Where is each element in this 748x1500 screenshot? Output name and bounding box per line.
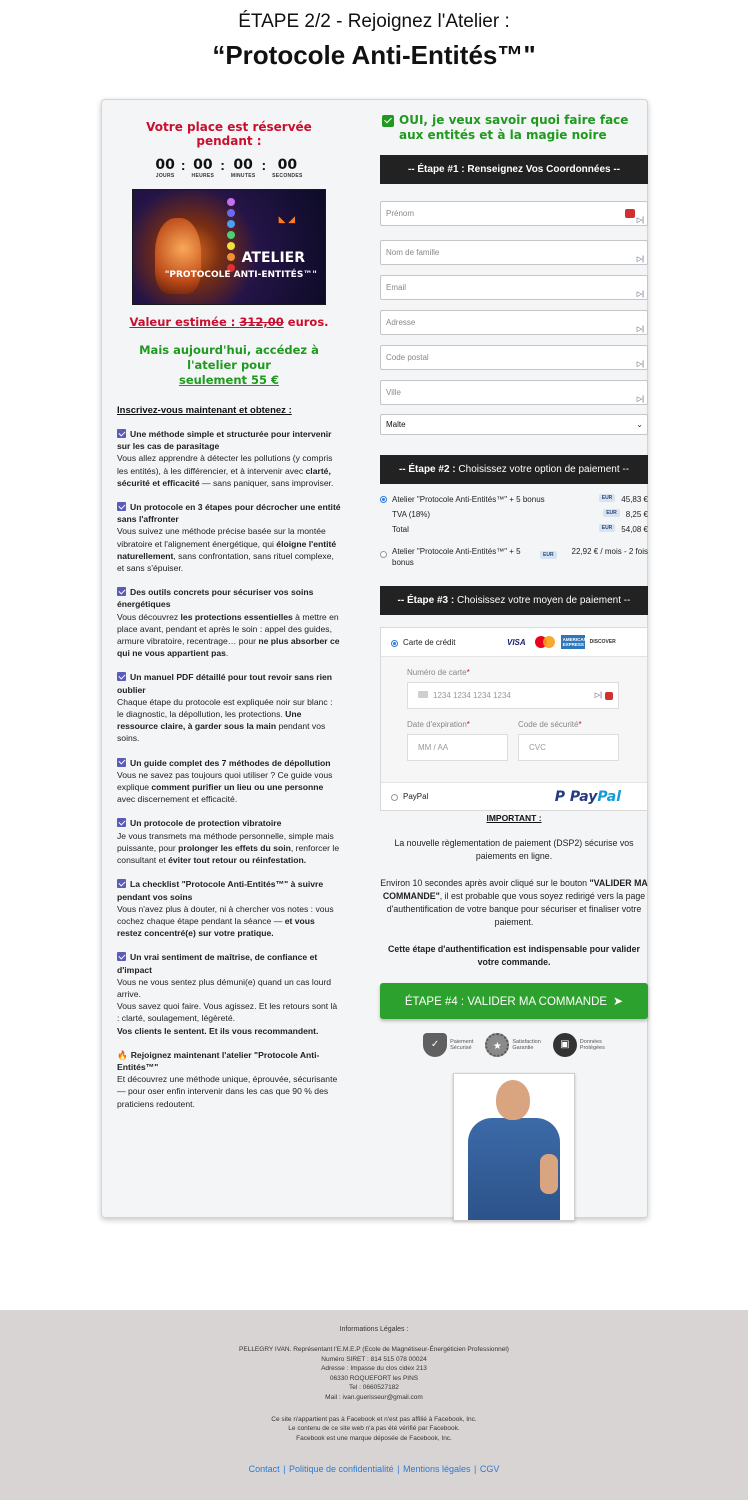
legal-title: Informations Légales : xyxy=(339,1326,409,1333)
autofill-icon[interactable] xyxy=(605,692,613,700)
reserve-text: Votre place est réservée pendant : xyxy=(146,120,312,148)
autofill-icon[interactable]: ▷| xyxy=(594,692,602,699)
step3-bar: -- Étape #3 : Choisissez votre moyen de paiement -- xyxy=(380,586,648,615)
payment-option-1[interactable]: Atelier "Protocole Anti-Entités™" + 5 bonus EUR 45,83 € TVA (18%) EUR 8,25 € Total EUR 54,08 € xyxy=(380,494,648,535)
first-name-field[interactable]: Prénom ▷| xyxy=(380,201,648,226)
timer-separator: : xyxy=(261,157,267,173)
benefit-item: Un manuel PDF détaillé pour tout revoir sans rien oublier Chaque étape du protocole est expliquée noir sur blanc : le diagnostic, la dépollution, les protections. Une ressource claire, à garder sous la main pendant vos soins. xyxy=(117,672,333,744)
chakra-dot xyxy=(227,198,235,206)
postal-code-field[interactable]: Code postal ▷| xyxy=(380,345,648,370)
lock-icon: ▣ xyxy=(553,1033,577,1057)
autofill-icon[interactable]: ▷| xyxy=(636,217,644,224)
checkbox-icon xyxy=(117,672,126,681)
autofill-icon[interactable]: ▷| xyxy=(636,396,644,403)
trust-badges xyxy=(380,1033,648,1057)
card-number-input[interactable]: 1234 1234 1234 1234 ▷| xyxy=(407,682,619,709)
step1-bar: -- Étape #1 : Renseignez Vos Coordonnées -- xyxy=(380,155,648,184)
currency-badge: EUR xyxy=(599,524,616,532)
timer-seconds: 00 SECONDES xyxy=(272,157,303,179)
step2-bar: -- Étape #2 : Choisissez votre option de paiement -- xyxy=(380,455,648,484)
workshop-image xyxy=(132,189,326,305)
autofill-icon[interactable]: ▷| xyxy=(636,291,644,298)
footer-links: Contact | Politique de confidentialité | Mentions légales | CGV xyxy=(248,1464,500,1475)
autofill-icon[interactable] xyxy=(625,209,635,218)
autofill-icon[interactable]: ▷| xyxy=(636,326,644,333)
autofill-icon[interactable]: ▷| xyxy=(636,256,644,263)
order-card xyxy=(101,99,648,1218)
chakra-dot xyxy=(227,220,235,228)
checkbox-checked-icon[interactable] xyxy=(382,115,394,127)
checkout-column xyxy=(380,113,648,1221)
checkbox-icon xyxy=(117,818,126,827)
mastercard-logo xyxy=(535,636,555,648)
auth-info: Cette étape d'authentification est indispensable pour valider votre commande. xyxy=(388,944,640,967)
chevron-down-icon: ⌄ xyxy=(636,420,643,429)
visa-logo: VISA xyxy=(507,637,526,647)
today-price: Mais aujourd'hui, accédez à l'atelier pour seulement 55 € xyxy=(139,343,319,387)
cgv-link[interactable]: CGV xyxy=(479,1464,500,1475)
timer-separator: : xyxy=(220,157,225,173)
paypal-logo: P PayPal xyxy=(554,788,621,805)
inscribe-heading: Inscrivez-vous maintenant et obtenez : xyxy=(117,405,292,416)
step-heading: ÉTAPE 2/2 - Rejoignez l'Atelier : xyxy=(238,11,510,32)
credit-card-option[interactable]: Carte de crédit VISA AMERICAN EXPRESS DISCOVER xyxy=(381,628,647,656)
currency-badge: EUR xyxy=(603,509,620,517)
benefit-item: 🔥 Rejoignez maintenant l'atelier "Protocole Anti-Entités™" Et découvrez une méthode unique, éprouvée, sécurisante — pour oser enfin intervenir dans les cas que 90 % des praticiens redoutent. xyxy=(117,1049,338,1109)
chakra-dot xyxy=(227,209,235,217)
timer-separator: : xyxy=(180,157,186,173)
card-form xyxy=(381,656,647,782)
checkbox-icon xyxy=(117,502,126,511)
radio-selected[interactable] xyxy=(380,496,387,503)
cvc-label: Code de sécurité* xyxy=(518,720,582,729)
image-caption: ATELIER xyxy=(241,250,305,266)
countdown-timer xyxy=(117,157,341,179)
chakra-dot xyxy=(227,242,235,250)
benefit-item: Des outils concrets pour sécuriser vos soins énergétiques Vous découvrez les protections essentielles à mettre en place avant, pendant et après le soin : appel des guides, armure vibratoire, recentrage… pour ne plus absorber ce qui ne vous appartient pas. xyxy=(117,587,340,659)
cursor-icon: ➤ xyxy=(613,994,624,1008)
fire-icon: 🔥 xyxy=(117,1049,128,1060)
country-select[interactable]: Malte ⌄ xyxy=(380,414,648,435)
autofill-icon[interactable]: ▷| xyxy=(636,361,644,368)
payment-option-2[interactable]: Atelier "Protocole Anti-Entités™" + 5 bonus EUR 22,92 € / mois - 2 fois xyxy=(380,546,648,568)
facebook-disclaimer: Ce site n'appartient pas à Facebook et n'est pas affilié à Facebook, Inc. Le contenu de ce site web n'a pas été vérifié par Facebook. Facebook est une marque déposée de Facebook, Inc. xyxy=(271,1415,477,1442)
secure-payment-badge: ✓ Paiement Sécurisé xyxy=(423,1033,473,1057)
paypal-option[interactable]: PayPal P PayPal xyxy=(381,782,647,810)
timer-hours: 00 HEURES xyxy=(191,157,215,179)
discover-logo: DISCOVER xyxy=(589,639,616,645)
validate-order-button[interactable]: ÉTAPE #4 : VALIDER MA COMMANDE ➤ xyxy=(380,983,648,1019)
checkbox-icon xyxy=(117,952,126,961)
radio-unselected[interactable] xyxy=(380,551,387,558)
payment-methods xyxy=(380,627,648,811)
benefit-item: Un guide complet des 7 méthodes de dépollution Vous ne savez pas toujours quoi utiliser ? Ce guide vous explique comment purifier un lieu ou une personne avec discernement et efficacité. xyxy=(117,757,333,805)
satisfaction-badge: ★ Satisfaction Garantie xyxy=(485,1033,540,1057)
benefit-item: Une méthode simple et structurée pour intervenir sur les cas de parasitage Vous allez apprendre à détecter les pollutions (y compris les entités), à les différencier, et à intervenir avec clarté, sécurité et efficacité — sans paniquer, sans improviser. xyxy=(117,429,334,488)
shield-icon: ✓ xyxy=(423,1033,447,1057)
important-heading: IMPORTANT : xyxy=(486,813,542,823)
legal-info: PELLEGRY IVAN. Représentant l'E.M.E.P (Ecole de Magnétiseur-Énergéticien Professionnel) Numéro SIRET : 814 515 078 00024 Adresse : Impasse du clos cidex 213 06330 ROQUEFORT les PINS Tel : 0660527182 Mail : ivan.guerisseur@gmail.com xyxy=(239,1346,509,1401)
amex-logo: AMERICAN EXPRESS xyxy=(562,637,587,647)
legal-mentions-link[interactable]: Mentions légales xyxy=(402,1464,471,1475)
redirect-info: Environ 10 secondes après avoir cliqué sur le bouton "VALIDER MA COMMANDE", il est probable que vous soyez redirigé vers la page d'authentification de votre banque pour sécuriser et finaliser votre paiement. xyxy=(380,878,648,927)
offer-column xyxy=(117,120,341,1110)
data-protected-badge: ▣ Données Protégées xyxy=(553,1033,605,1057)
checkbox-icon xyxy=(117,879,126,888)
image-caption: "PROTOCOLE ANTI-ENTITÉS™" xyxy=(164,270,317,280)
dsp2-info: La nouvelle règlementation de paiement (DSP2) sécurise vos paiements en ligne. xyxy=(394,838,634,861)
radio-unselected[interactable] xyxy=(391,794,398,801)
email-field[interactable]: Email ▷| xyxy=(380,275,648,300)
silhouette-shape xyxy=(155,218,201,294)
benefit-item: Un vrai sentiment de maîtrise, de confiance et d'impact Vous ne vous sentez plus démuni(e) quand un cas lourd arrive. Vous savez quoi faire. Vous agissez. Et les retours sont là : clarté, soulagement, légèreté. Vos clients le sentent. Et ils vous recommandent. xyxy=(117,952,338,1036)
benefit-item: La checklist "Protocole Anti-Entités™" à suivre pendant vos soins Vous n'avez plus à douter, ni à chercher vos notes : vous cochez chaque étape pendant la séance — et vous restez concentré(e) sur votre pratique. xyxy=(117,879,334,939)
contact-link[interactable]: Contact xyxy=(248,1464,280,1475)
timer-days: 00 JOURS xyxy=(155,157,175,179)
checkbox-icon xyxy=(117,758,126,767)
card-icon xyxy=(418,691,428,698)
cvc-input[interactable]: CVC xyxy=(518,734,619,761)
trainer-photo xyxy=(453,1073,575,1221)
currency-badge: EUR xyxy=(599,494,616,502)
expiry-label: Date d'expiration* xyxy=(407,720,470,729)
benefit-item: Un protocole en 3 étapes pour décrocher une entité sans l'affronter Vous suivez une méthode précise basée sur la montée vibratoire et l'alignement énergétique, qui éloigne l'entité naturellement, sans confrontation, sans rituel complexe, et sans s'épuiser. xyxy=(117,502,341,574)
radio-selected[interactable] xyxy=(391,640,398,647)
entity-eyes-icon: ◣ ◢ xyxy=(278,214,295,224)
consent-checkbox[interactable]: OUI, je veux savoir quoi faire face aux entités et à la magie noire xyxy=(380,113,648,143)
footer xyxy=(0,1310,748,1500)
seal-icon: ★ xyxy=(485,1033,509,1057)
timer-minutes: 00 MINUTES xyxy=(230,157,256,179)
card-number-label: Numéro de carte* xyxy=(407,668,470,677)
privacy-link[interactable]: Politique de confidentialité xyxy=(289,1464,394,1475)
expiry-input[interactable]: MM / AA xyxy=(407,734,508,761)
checkbox-icon xyxy=(117,429,126,438)
chakra-dot xyxy=(227,231,235,239)
page-title: “Protocole Anti-Entités™" xyxy=(212,40,536,70)
currency-badge: EUR xyxy=(540,551,557,559)
city-field[interactable]: Ville ▷| xyxy=(380,380,648,405)
address-field[interactable]: Adresse ▷| xyxy=(380,310,648,335)
estimated-value: Valeur estimée : 312,00 euros. xyxy=(129,315,329,329)
checkbox-icon xyxy=(117,587,126,596)
chakra-dot xyxy=(227,253,235,261)
benefit-item: Un protocole de protection vibratoire Je vous transmets ma méthode personnelle, simple mais puissante, pour prolonger les effets du soin, renforcer le consultant et éviter tout retour ou réinfestation. xyxy=(117,818,340,866)
last-name-field[interactable]: Nom de famille ▷| xyxy=(380,240,648,265)
